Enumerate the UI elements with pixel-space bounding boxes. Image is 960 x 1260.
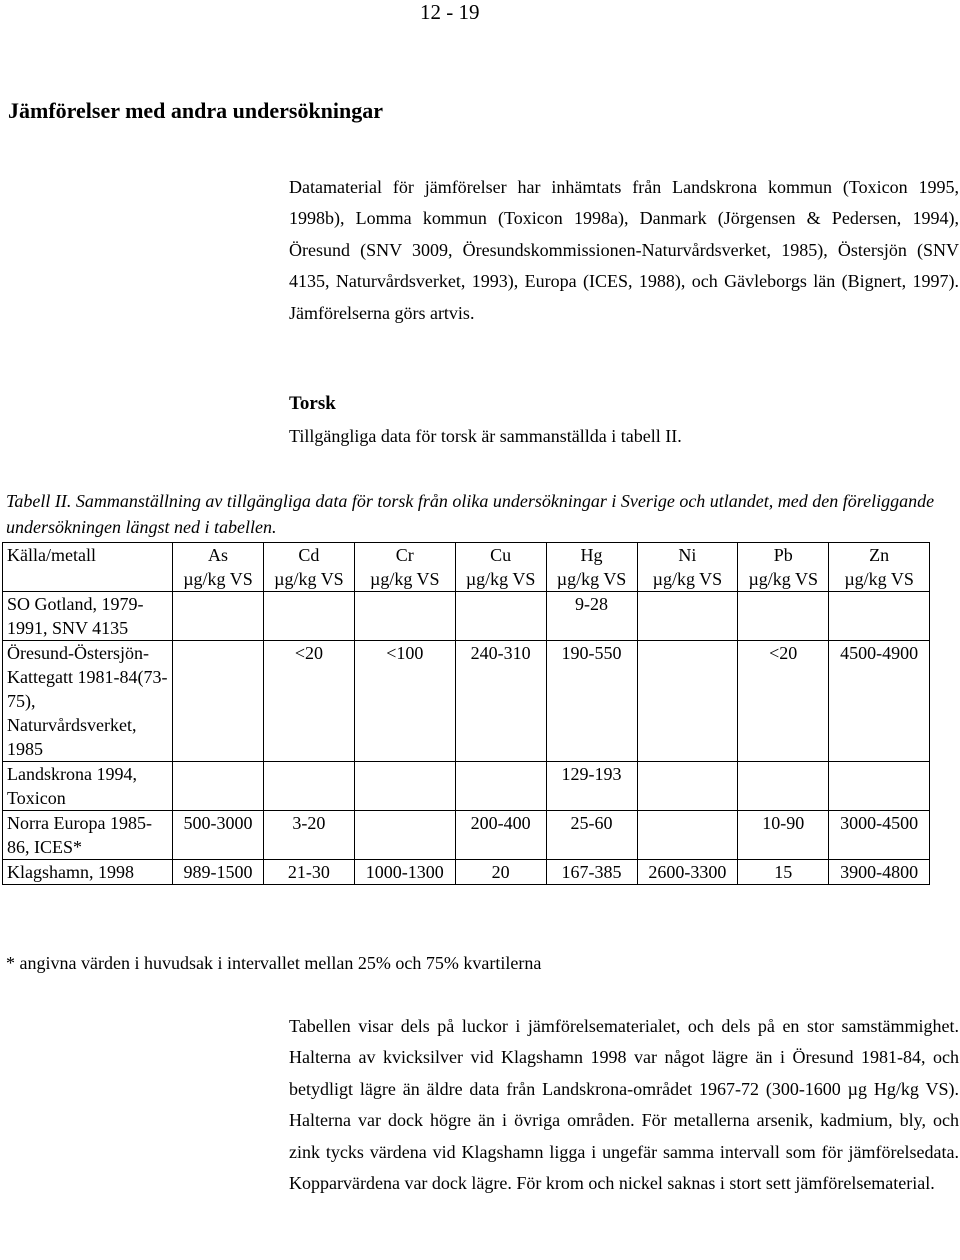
value-cell [173, 641, 264, 762]
value-cell [263, 762, 354, 811]
value-cell [354, 762, 455, 811]
value-cell [738, 762, 829, 811]
value-cell [829, 592, 930, 641]
metal-unit: µg/kg VS [844, 569, 914, 589]
conclusion-paragraph: Tabellen visar dels på luckor i jämförelsematerialet, och dels på en stor samstämmighet. Halterna av kvicksilver vid Klagshamn 1998 var något lägre än i Öresund 1981-84, och betydligt lägre än äldre data från Landskrona-området 1967-72 (300-1600 µg Hg/kg VS). Halterna var dock högre än i övriga områden. För metallerna arsenik, kadmium, bly, och zink tycks värdena vid Klagshamn ligga i ungefär samma intervall som för jämförelsedata. Kopparvärdena var dock lägre. För krom och nickel saknas i stort sett jämförelsematerial. [289, 1016, 959, 1194]
table-row [3, 811, 930, 860]
metal-name: Pb [773, 545, 793, 565]
value-cell: <20 [263, 641, 354, 762]
value-cell [354, 811, 455, 860]
page-heading: Jämförelser med andra undersökningar [8, 98, 384, 123]
value-cell: 989-1500 [173, 860, 264, 885]
value-cell [637, 762, 738, 811]
source-cell: Klagshamn, 1998 [3, 860, 173, 885]
value-cell [738, 592, 829, 641]
table-row [3, 762, 930, 811]
metal-name: Cd [298, 545, 320, 565]
section-text: Tillgängliga data för torsk är sammanställda i tabell II. [289, 426, 682, 446]
value-cell [173, 592, 264, 641]
value-cell [354, 592, 455, 641]
metal-unit: µg/kg VS [369, 569, 440, 589]
table-row [3, 641, 930, 762]
value-cell: 10-90 [738, 811, 829, 860]
value-cell: <100 [354, 641, 455, 762]
value-cell [455, 762, 546, 811]
metal-name: Zn [869, 545, 890, 565]
metal-unit: µg/kg VS [652, 569, 723, 589]
section-title: Torsk [289, 393, 336, 414]
value-cell [637, 811, 738, 860]
source-cell: Öresund-Östersjön-Kattegatt 1981-84(73-75), Naturvårdsverket, 1985 [3, 641, 173, 762]
value-cell [173, 762, 264, 811]
metal-unit: µg/kg VS [556, 569, 627, 589]
metal-unit: µg/kg VS [465, 569, 536, 589]
table-header-row [3, 543, 930, 592]
value-cell: 3-20 [263, 811, 354, 860]
value-cell: 200-400 [455, 811, 546, 860]
value-cell [829, 762, 930, 811]
metal-header [263, 543, 354, 592]
metal-header [455, 543, 546, 592]
value-cell: 9-28 [546, 592, 637, 641]
value-cell [455, 592, 546, 641]
value-cell [637, 641, 738, 762]
metal-name: Cu [490, 545, 512, 565]
value-cell [263, 592, 354, 641]
metal-header [173, 543, 264, 592]
value-cell [637, 592, 738, 641]
metal-name: Ni [678, 545, 697, 565]
value-cell: 167-385 [546, 860, 637, 885]
table-footnote: * angivna värden i huvudsak i intervallet mellan 25% och 75% kvartilerna [6, 953, 542, 973]
metal-header [829, 543, 930, 592]
value-cell: 129-193 [546, 762, 637, 811]
table-caption: Tabell II. Sammanställning av tillgängliga data för torsk från olika undersökningar i Sverige och utlandet, med den föreliggande undersökningen längst ned i tabellen. [6, 491, 935, 537]
value-cell: 240-310 [455, 641, 546, 762]
value-cell: 190-550 [546, 641, 637, 762]
value-cell: 3900-4800 [829, 860, 930, 885]
data-table [2, 542, 930, 885]
source-cell: Landskrona 1994, Toxicon [3, 762, 173, 811]
metal-unit: µg/kg VS [748, 569, 818, 589]
metal-unit: µg/kg VS [183, 569, 253, 589]
value-cell: 20 [455, 860, 546, 885]
value-cell: 3000-4500 [829, 811, 930, 860]
source-cell: SO Gotland, 1979-1991, SNV 4135 [3, 592, 173, 641]
metal-header [546, 543, 637, 592]
metal-name: Cr [395, 545, 414, 565]
metal-header [637, 543, 738, 592]
value-cell: 2600-3300 [637, 860, 738, 885]
metal-header [354, 543, 455, 592]
value-cell: 21-30 [263, 860, 354, 885]
metal-unit: µg/kg VS [274, 569, 344, 589]
metal-header [738, 543, 829, 592]
value-cell: 500-3000 [173, 811, 264, 860]
table-row [3, 592, 930, 641]
source-cell: Norra Europa 1985-86, ICES* [3, 811, 173, 860]
source-header: Källa/metall [3, 543, 173, 592]
value-cell: 25-60 [546, 811, 637, 860]
metal-name: Hg [580, 545, 603, 565]
page-number: 12 - 19 [420, 0, 480, 24]
table-row [3, 860, 930, 885]
value-cell: 1000-1300 [354, 860, 455, 885]
value-cell: 4500-4900 [829, 641, 930, 762]
value-cell: <20 [738, 641, 829, 762]
intro-paragraph: Datamaterial för jämförelser har inhämtats från Landskrona kommun (Toxicon 1995, 1998b), Lomma kommun (Toxicon 1998a), Danmark (Jörgensen & Pedersen, 1994), Öresund (SNV 3009, Öresundskommissionen-Naturvårdsverket, 1985), Östersjön (SNV 4135, Naturvårdsverket, 1993), Europa (ICES, 1988), och Gävleborgs län (Bignert, 1997). Jämförelserna görs artvis. [289, 177, 959, 323]
metal-name: As [207, 545, 228, 565]
value-cell: 15 [738, 860, 829, 885]
